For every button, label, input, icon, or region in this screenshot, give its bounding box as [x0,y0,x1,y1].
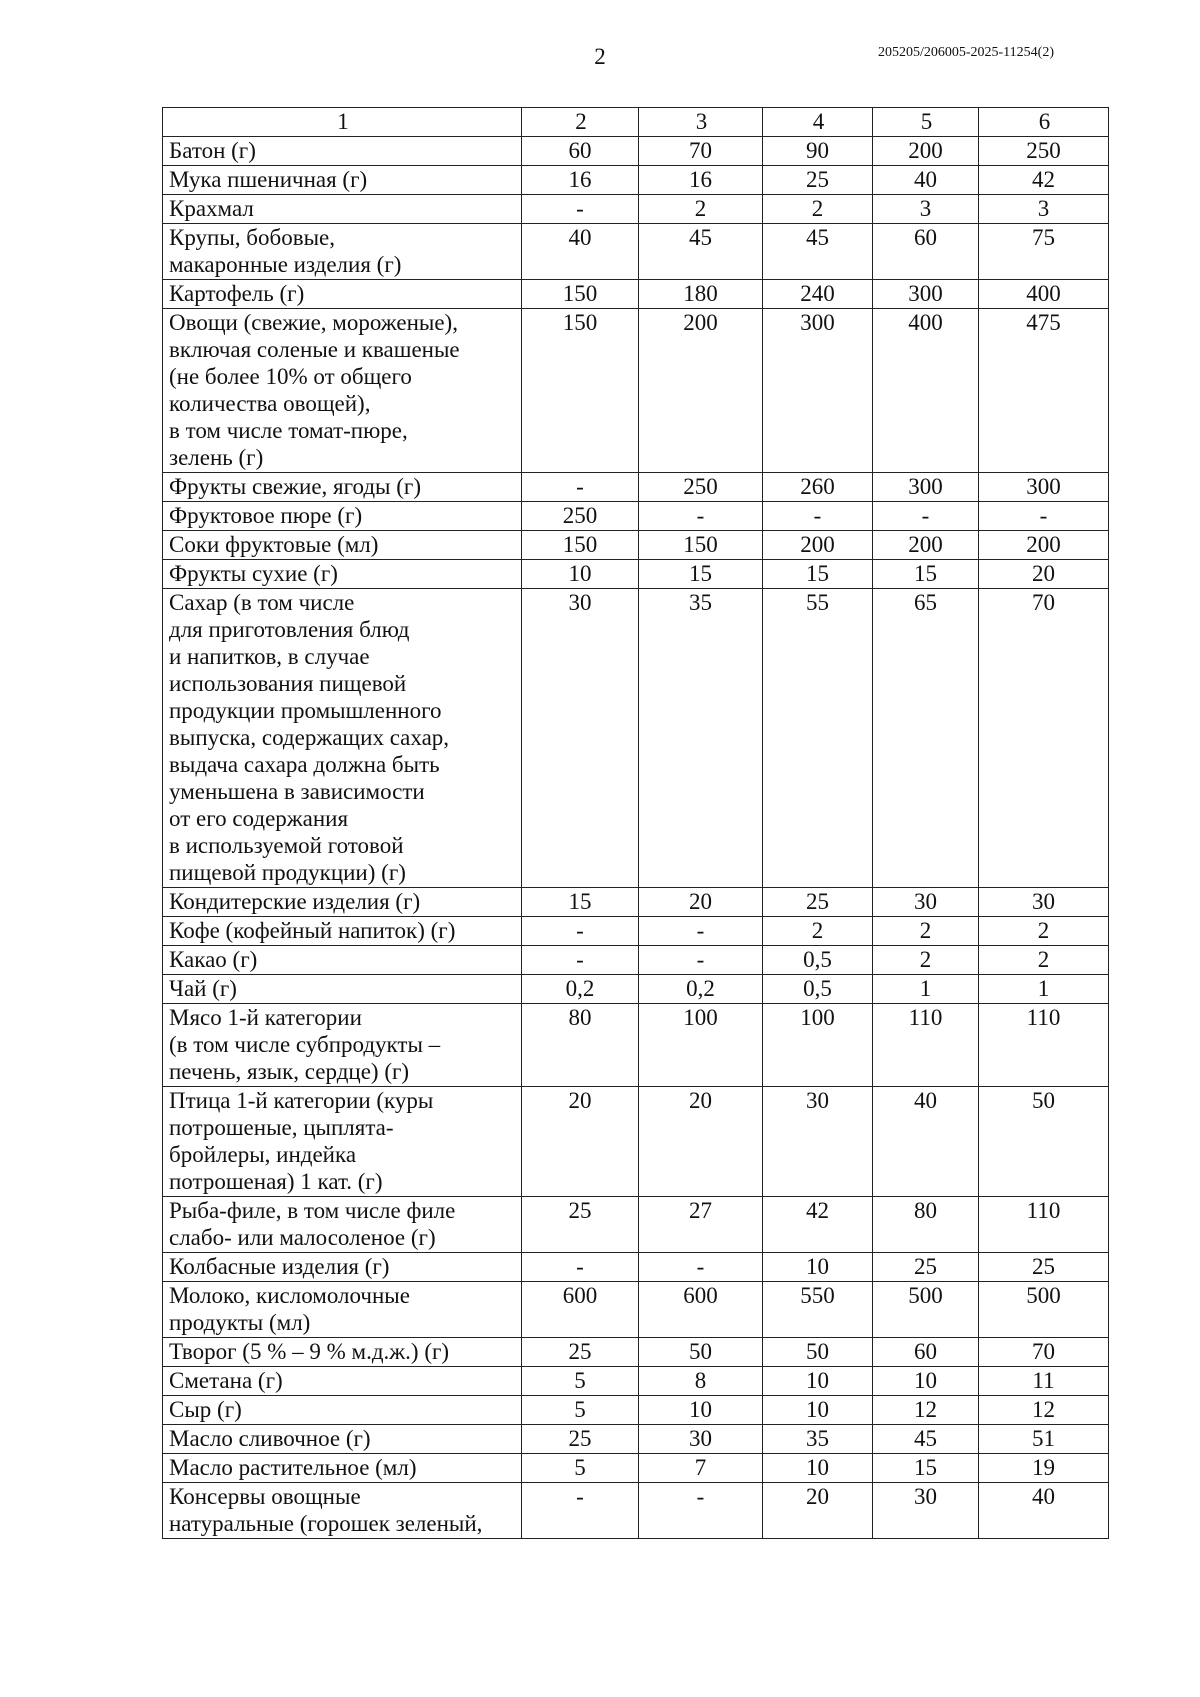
document-code: 205205/206005-2025-11254(2) [877,45,1054,60]
table-row [163,1367,1109,1396]
value-cell-col5: 25 [873,1253,979,1282]
product-name-cell: Батон (г) [163,137,522,166]
value-cell-col3: 30 [639,1425,763,1454]
value-cell-col3: 45 [639,224,763,280]
value-cell-col2: 20 [522,1087,639,1197]
value-cell-col2: - [522,917,639,946]
value-cell-col3: 7 [639,1454,763,1483]
value-cell-col6: 11 [979,1367,1109,1396]
value-cell-col5: 30 [873,888,979,917]
value-cell-col5: 40 [873,166,979,195]
value-cell-col3: 70 [639,137,763,166]
value-cell-col6: 1 [979,975,1109,1004]
value-cell-col4: 100 [763,1004,873,1087]
value-cell-col4: 300 [763,309,873,473]
value-cell-col2: - [522,1483,639,1539]
table-row [163,137,1109,166]
column-header-1: 1 [163,108,522,137]
value-cell-col6: - [979,502,1109,531]
value-cell-col2: 150 [522,280,639,309]
value-cell-col6: 70 [979,589,1109,888]
value-cell-col2: 150 [522,531,639,560]
product-name-cell: Масло сливочное (г) [163,1425,522,1454]
value-cell-col3: 10 [639,1396,763,1425]
table-row [163,1338,1109,1367]
value-cell-col5: 300 [873,280,979,309]
value-cell-col6: 20 [979,560,1109,589]
value-cell-col3: 16 [639,166,763,195]
value-cell-col6: 30 [979,888,1109,917]
table-row [163,1282,1109,1338]
value-cell-col3: 20 [639,888,763,917]
food-norms-table [162,107,1109,1539]
table-row [163,560,1109,589]
value-cell-col4: 90 [763,137,873,166]
value-cell-col2: 5 [522,1367,639,1396]
value-cell-col3: 2 [639,195,763,224]
table-row [163,1425,1109,1454]
column-header-2: 2 [522,108,639,137]
column-header-5: 5 [873,108,979,137]
value-cell-col4: 2 [763,195,873,224]
value-cell-col3: 600 [639,1282,763,1338]
column-header-6: 6 [979,108,1109,137]
value-cell-col6: 200 [979,531,1109,560]
value-cell-col5: 300 [873,473,979,502]
table-row [163,224,1109,280]
value-cell-col2: 5 [522,1454,639,1483]
value-cell-col3: - [639,502,763,531]
value-cell-col5: - [873,502,979,531]
value-cell-col2: - [522,195,639,224]
value-cell-col5: 40 [873,1087,979,1197]
value-cell-col6: 25 [979,1253,1109,1282]
value-cell-col2: 40 [522,224,639,280]
table-row [163,1454,1109,1483]
value-cell-col3: 15 [639,560,763,589]
table-row [163,166,1109,195]
table-row [163,502,1109,531]
table-row [163,531,1109,560]
value-cell-col6: 500 [979,1282,1109,1338]
product-name-cell: Сахар (в том числе для приготовления блюд и напитков, в случае использования пищевой продукции промышленного выпуска, содержащих сахар, выдача сахара должна быть уменьшена в зависимости от его содержания в используемой готовой пищевой продукции) (г) [163,589,522,888]
table-row [163,1396,1109,1425]
value-cell-col6: 70 [979,1338,1109,1367]
value-cell-col5: 60 [873,224,979,280]
value-cell-col3: - [639,1483,763,1539]
value-cell-col4: 25 [763,888,873,917]
table-row [163,975,1109,1004]
value-cell-col5: 45 [873,1425,979,1454]
value-cell-col2: 30 [522,589,639,888]
value-cell-col6: 110 [979,1197,1109,1253]
table-row [163,917,1109,946]
value-cell-col4: 0,5 [763,946,873,975]
column-header-4: 4 [763,108,873,137]
table-row [163,946,1109,975]
value-cell-col6: 50 [979,1087,1109,1197]
table-row [163,195,1109,224]
value-cell-col6: 3 [979,195,1109,224]
value-cell-col5: 1 [873,975,979,1004]
value-cell-col5: 500 [873,1282,979,1338]
value-cell-col4: 15 [763,560,873,589]
value-cell-col5: 65 [873,589,979,888]
product-name-cell: Птица 1-й категории (куры потрошеные, цыплята- бройлеры, индейка потрошеная) 1 кат. (г) [163,1087,522,1197]
value-cell-col6: 51 [979,1425,1109,1454]
value-cell-col2: 25 [522,1197,639,1253]
product-name-cell: Какао (г) [163,946,522,975]
value-cell-col3: 27 [639,1197,763,1253]
value-cell-col5: 12 [873,1396,979,1425]
value-cell-col4: 45 [763,224,873,280]
value-cell-col4: 20 [763,1483,873,1539]
value-cell-col5: 3 [873,195,979,224]
value-cell-col3: 50 [639,1338,763,1367]
table-header [163,108,1109,137]
product-name-cell: Сыр (г) [163,1396,522,1425]
value-cell-col5: 400 [873,309,979,473]
value-cell-col5: 2 [873,917,979,946]
product-name-cell: Фруктовое пюре (г) [163,502,522,531]
value-cell-col4: 10 [763,1454,873,1483]
value-cell-col3: - [639,917,763,946]
value-cell-col2: - [522,473,639,502]
product-name-cell: Рыба-филе, в том числе филе слабо- или малосоленое (г) [163,1197,522,1253]
value-cell-col4: 10 [763,1396,873,1425]
product-name-cell: Колбасные изделия (г) [163,1253,522,1282]
value-cell-col5: 15 [873,560,979,589]
value-cell-col5: 10 [873,1367,979,1396]
value-cell-col6: 250 [979,137,1109,166]
header-row [163,108,1109,137]
table-row [163,1197,1109,1253]
product-name-cell: Консервы овощные натуральные (горошек зеленый, [163,1483,522,1539]
value-cell-col3: 150 [639,531,763,560]
value-cell-col5: 200 [873,531,979,560]
value-cell-col3: 180 [639,280,763,309]
value-cell-col5: 110 [873,1004,979,1087]
value-cell-col3: 250 [639,473,763,502]
value-cell-col2: 25 [522,1425,639,1454]
product-name-cell: Крахмал [163,195,522,224]
value-cell-col5: 80 [873,1197,979,1253]
value-cell-col5: 15 [873,1454,979,1483]
value-cell-col4: 10 [763,1253,873,1282]
value-cell-col5: 2 [873,946,979,975]
product-name-cell: Картофель (г) [163,280,522,309]
value-cell-col6: 400 [979,280,1109,309]
value-cell-col5: 30 [873,1483,979,1539]
column-header-3: 3 [639,108,763,137]
product-name-cell: Мука пшеничная (г) [163,166,522,195]
value-cell-col2: 60 [522,137,639,166]
table-row [163,1253,1109,1282]
value-cell-col4: 35 [763,1425,873,1454]
product-name-cell: Фрукты сухие (г) [163,560,522,589]
value-cell-col2: 5 [522,1396,639,1425]
value-cell-col4: 0,5 [763,975,873,1004]
value-cell-col3: - [639,946,763,975]
value-cell-col4: 42 [763,1197,873,1253]
value-cell-col2: 15 [522,888,639,917]
product-name-cell: Молоко, кисломолочные продукты (мл) [163,1282,522,1338]
value-cell-col6: 475 [979,309,1109,473]
value-cell-col3: 0,2 [639,975,763,1004]
product-name-cell: Кофе (кофейный напиток) (г) [163,917,522,946]
page-number: 2 [594,44,606,69]
value-cell-col4: 200 [763,531,873,560]
table-row [163,1483,1109,1539]
value-cell-col2: - [522,946,639,975]
value-cell-col4: 240 [763,280,873,309]
value-cell-col4: 25 [763,166,873,195]
product-name-cell: Овощи (свежие, мороженые), включая соленые и квашеные (не более 10% от общего количества овощей), в том числе томат-пюре, зелень (г) [163,309,522,473]
value-cell-col2: 600 [522,1282,639,1338]
product-name-cell: Творог (5 % – 9 % м.д.ж.) (г) [163,1338,522,1367]
table-row [163,309,1109,473]
value-cell-col3: 20 [639,1087,763,1197]
value-cell-col4: 55 [763,589,873,888]
value-cell-col6: 12 [979,1396,1109,1425]
value-cell-col6: 40 [979,1483,1109,1539]
value-cell-col4: 550 [763,1282,873,1338]
product-name-cell: Чай (г) [163,975,522,1004]
table-row [163,1004,1109,1087]
value-cell-col2: 150 [522,309,639,473]
value-cell-col4: 30 [763,1087,873,1197]
value-cell-col6: 19 [979,1454,1109,1483]
value-cell-col3: 200 [639,309,763,473]
value-cell-col4: 50 [763,1338,873,1367]
value-cell-col2: 10 [522,560,639,589]
table-row [163,473,1109,502]
value-cell-col2: 250 [522,502,639,531]
table-row [163,1087,1109,1197]
value-cell-col2: 0,2 [522,975,639,1004]
table-row [163,589,1109,888]
product-name-cell: Сметана (г) [163,1367,522,1396]
product-name-cell: Мясо 1-й категории (в том числе субпродукты – печень, язык, сердце) (г) [163,1004,522,1087]
product-name-cell: Кондитерские изделия (г) [163,888,522,917]
value-cell-col5: 60 [873,1338,979,1367]
value-cell-col5: 200 [873,137,979,166]
value-cell-col4: 10 [763,1367,873,1396]
value-cell-col2: 80 [522,1004,639,1087]
value-cell-col2: 25 [522,1338,639,1367]
product-name-cell: Масло растительное (мл) [163,1454,522,1483]
value-cell-col2: 16 [522,166,639,195]
value-cell-col4: - [763,502,873,531]
value-cell-col3: 100 [639,1004,763,1087]
value-cell-col4: 260 [763,473,873,502]
table-row [163,280,1109,309]
product-name-cell: Крупы, бобовые, макаронные изделия (г) [163,224,522,280]
value-cell-col3: 35 [639,589,763,888]
value-cell-col6: 110 [979,1004,1109,1087]
value-cell-col2: - [522,1253,639,1282]
value-cell-col6: 42 [979,166,1109,195]
value-cell-col4: 2 [763,917,873,946]
value-cell-col3: - [639,1253,763,1282]
product-name-cell: Соки фруктовые (мл) [163,531,522,560]
value-cell-col6: 2 [979,917,1109,946]
table-row [163,888,1109,917]
value-cell-col3: 8 [639,1367,763,1396]
product-name-cell: Фрукты свежие, ягоды (г) [163,473,522,502]
value-cell-col6: 75 [979,224,1109,280]
table-body [163,137,1109,1539]
value-cell-col6: 2 [979,946,1109,975]
value-cell-col6: 300 [979,473,1109,502]
